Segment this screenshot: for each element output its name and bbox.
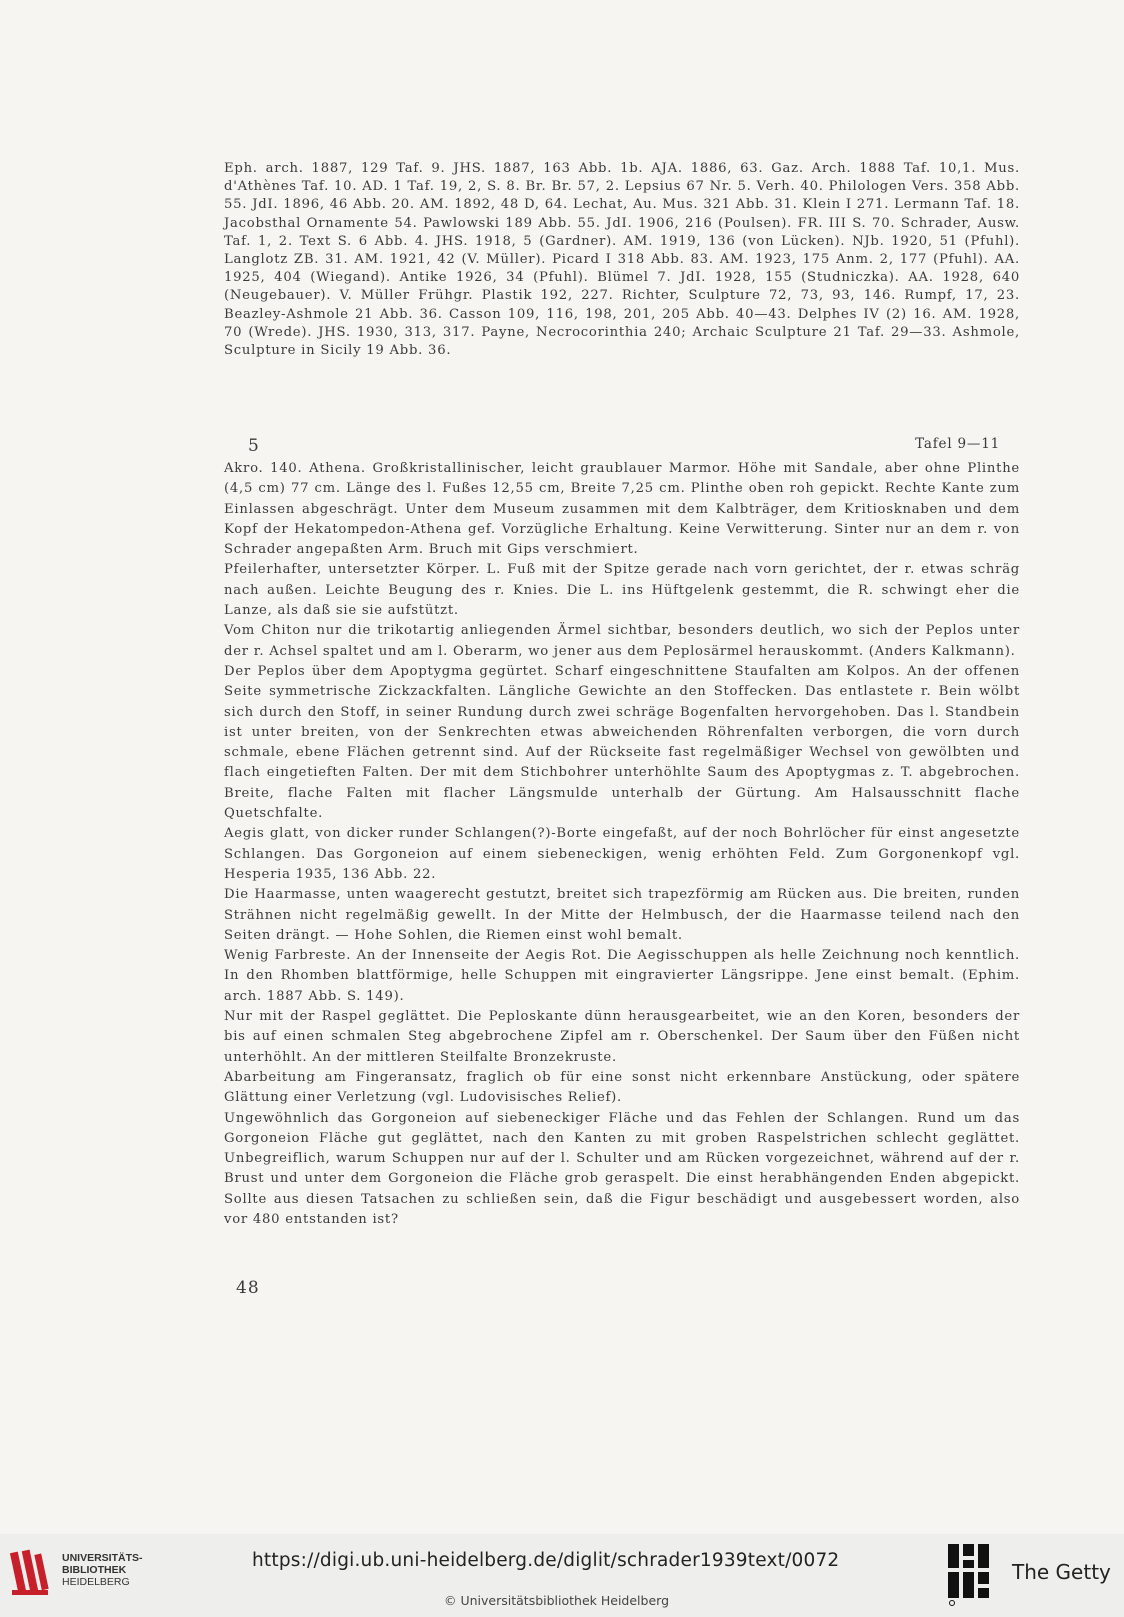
references-paragraph: Eph. arch. 1887, 129 Taf. 9. JHS. 1887, 163 Abb. 1b. AJA. 1886, 63. Gaz. Arch. 1888 Taf. 10,1. Mus. d'Athènes Taf. 10. AD. 1 Taf. 19, 2, S. 8. Br. Br. 57, 2. Lepsius 67 Nr. 5. Verh. 40. Philologen Vers. 358 Abb. 55. JdI. 1896, 46 Abb. 20. AM. 1892, 48 D, 64. Lechat, Au. Mus. 321 Abb. 31. Klein I 271. Lermann Taf. 18. Jacobsthal Ornamente 54. Pawlowski 189 Abb. 55. JdI. 1906, 216 (Poulsen). FR. III S. 70. Schrader, Ausw. Taf. 1, 2. Text S. 6 Abb. 4. JHS. 1918, 5 (Gardner). AM. 1919, 136 (von Lücken). NJb. 1920, 51 (Pfuhl). Langlotz ZB. 31. AM. 1921, 42 (V. Müller). Picard I 318 Abb. 83. AM. 1923, 175 Anm. 2, 177 (Pfuhl). AA. 1925, 404 (Wiegand). Antike 1926, 34 (Pfuhl). Blümel 7. JdI. 1928, 155 (Studniczka). AA. 1928, 640 (Neugebauer). V. Müller Frühgr. Plastik 192, 227. Richter, Sculpture 72, 73, 93, 146. Rumpf, 17, 23. Beazley-Ashmole 21 Abb. 36. Casson 109, 116, 198, 201, 205 Abb. 40—43. Delphes IV (2) 16. AM. 1928, 70 (Wrede). JHS. 1930, 313, 317. Payne, Necrocorinthia 240; Archaic Sculpture 21 Taf. 29—33. Ashmole, Sculpture in Sicily 19 Abb. 36. [224, 161, 1020, 359]
entry-paragraph: Vom Chiton nur die trikotartig anliegenden Ärmel sichtbar, besonders deutlich, wo sich der Peplos unter der r. Achsel spaltet und am l. Oberarm, wo jener aus dem Peplosärmel herauskommt. (Anders Kalkmann). [224, 623, 1020, 659]
getty-mark-icon [944, 1542, 994, 1606]
entry-paragraph: Pfeilerhafter, untersetzter Körper. L. Fuß mit der Spitze gerade nach vorn gerichtet, der r. etwas schräg nach außen. Leichte Beugung des r. Knies. Die L. ins Hüftgelenk gestemmt, die R. schwingt eher die Lanze, als daß sie sie aufstützt. [224, 562, 1020, 619]
entry-paragraph: Abarbeitung am Fingeransatz, fraglich ob für eine sonst nicht erkennbare Anstückung, oder spätere Glättung einer Verletzung (vgl. Ludovisisches Relief). [224, 1069, 1020, 1106]
entry-paragraph: Ungewöhnlich das Gorgoneion auf siebeneckiger Fläche und das Fehlen der Schlangen. Rund um das Gorgoneion Fläche gut geglättet, nach den Kanten zu mit groben Raspelstrichen schlecht geglättet. Unbegreiflich, warum Schuppen nur auf der l. Schulter und am Rücken vorgezeichnet, während auf der r. Brust und unter dem Gorgoneion die Fläche grob geraspelt. Die einst herabhängenden Enden abgepickt. Sollte aus diesen Tatsachen zu schließen sein, daß die Figur beschädigt und ausgebessert worden, also vor 480 entstanden ist? [224, 1110, 1020, 1227]
footer-bar [0, 1534, 1124, 1617]
library-name-line: BIBLIOTHEK [62, 1564, 127, 1576]
getty-logo[interactable] [944, 1542, 1119, 1612]
library-emblem-icon [10, 1546, 54, 1598]
getty-name: The Getty [1012, 1560, 1111, 1584]
entry-header [248, 436, 1000, 456]
entry-paragraph: Die Haarmasse, unten waagerecht gestutzt, breitet sich trapezförmig am Rücken aus. Die breiten, runden Strähnen nicht regelmäßig gewellt. In der Mitte der Helmbusch, der die Haarmasse teilend nach den Seiten drängt. — Hohe Sohlen, die Riemen einst wohl bemalt. [224, 887, 1020, 943]
entry-paragraph: Akro. 140. Athena. Großkristallinischer, leicht graublauer Marmor. Höhe mit Sandale, aber ohne Plinthe (4,5 cm) 77 cm. Länge des l. Fußes 12,55 cm, Breite 7,25 cm. Plinthe oben roh gepickt. Rechte Kante zum Einlassen abgeschrägt. Unter dem Museum zusammen mit dem Kalbträger, dem Kritiosknaben und dem Kopf der Hekatompedon-Athena gef. Vorzügliche Erhaltung. Keine Verwitterung. Sinter nur an dem r. von Schrader angepaßten Arm. Bruch mit Gips verschmiert. [224, 461, 1020, 558]
entry-body [224, 459, 1020, 1230]
entry-paragraph: Wenig Farbreste. An der Innenseite der Aegis Rot. Die Aegisschuppen als helle Zeichnung noch kenntlich. In den Rhomben blattförmige, helle Schuppen mit eingravierter Längsrippe. Jene einst bemalt. (Ephim. arch. 1887 Abb. S. 149). [224, 948, 1020, 1004]
entry-paragraph: Der Peplos über dem Apoptygma gegürtet. Scharf eingeschnittene Staufalten am Kolpos. An der offenen Seite symmetrische Zickzackfalten. Längliche Gewichte an den Stoffecken. Das entlastete r. Bein wölbt sich durch den Stoff, in seiner Rundung durch zwei schräge Bogenfalten hervorgehoben. Das l. Standbein ist unter breiten, von der Senkrechten etwas abweichenden Röhrenfalten verborgen, die vorn durch schmale, ebene Flächen getrennt sind. Auf der Rückseite fast regelmäßiger Wechsel von gewölbten und flach eingetieften Falten. Der mit dem Stichbohrer unterhöhlte Saum des Apoptygmas z. T. abgebrochen. Breite, flache Falten mit flacher Längsmulde unterhalb der Gürtung. Am Halsausschnitt flache Quetschfalte. [224, 663, 1020, 822]
library-logo[interactable] [10, 1544, 160, 1600]
library-name-line: HEIDELBERG [62, 1576, 130, 1588]
permalink-url[interactable]: https://digi.ub.uni-heidelberg.de/diglit/schrader1939text/0072 [252, 1550, 840, 1571]
plate-reference: Tafel 9—11 [915, 436, 1000, 452]
copyright-notice: © Universitätsbibliothek Heidelberg [444, 1593, 670, 1608]
entry-paragraph: Aegis glatt, von dicker runder Schlangen(?)-Borte eingefaßt, auf der noch Bohrlöcher für einst angesetzte Schlangen. Das Gorgoneion auf einem siebeneckigen, wenig erhöhten Feld. Zum Gorgonenkopf vgl. Hesperia 1935, 136 Abb. 22. [224, 826, 1020, 882]
entry-number: 5 [248, 436, 259, 456]
page-number: 48 [236, 1278, 260, 1298]
entry-paragraph: Nur mit der Raspel geglättet. Die Peploskante dünn herausgearbeitet, wie an den Koren, besonders der bis auf einen schmalen Steg abgebrochene Zipfel am r. Oberschenkel. Der Saum über den Füßen nicht unterhöhlt. An der mittleren Steilfalte Bronzekruste. [224, 1009, 1020, 1065]
library-name-line: UNIVERSITÄTS- [62, 1552, 143, 1564]
